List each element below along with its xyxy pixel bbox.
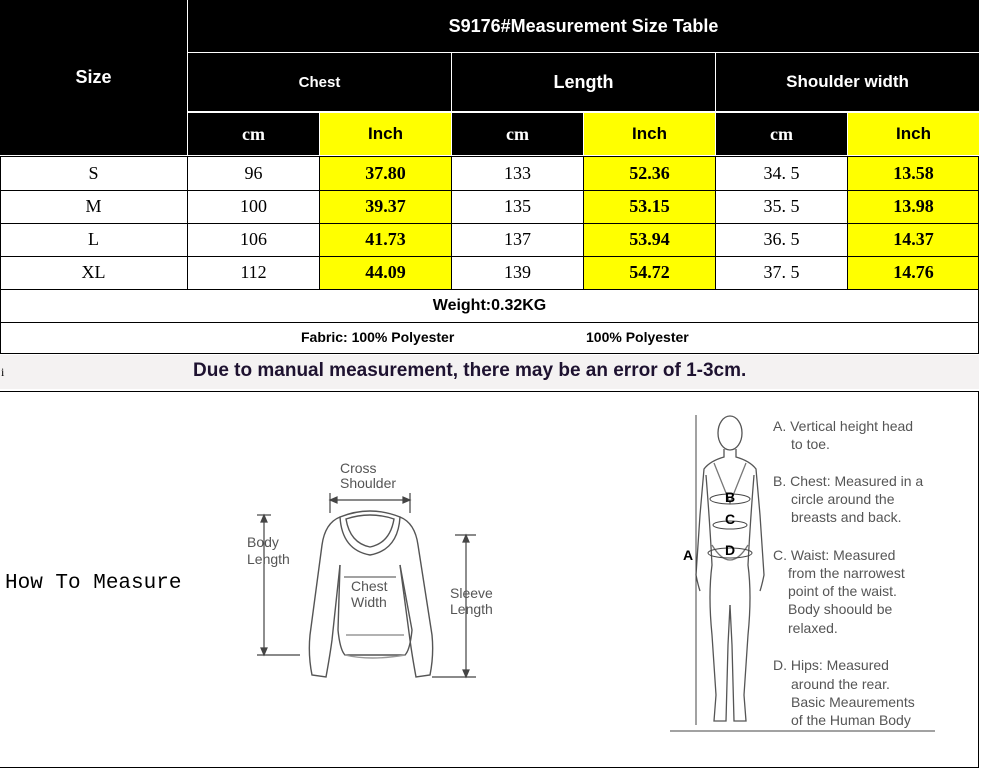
legend-c: C. Waist: Measured (773, 547, 896, 563)
legend-c: from the narrowest (788, 565, 905, 581)
cross-shoulder-label: Cross (340, 460, 377, 476)
legend-b: circle around the (791, 491, 895, 507)
table-cell: 41.73 (365, 229, 406, 249)
cross-shoulder-label: Shoulder (340, 475, 397, 491)
grid-line (0, 156, 979, 157)
grid-line (0, 353, 979, 354)
grid-line (583, 156, 584, 289)
group-shoulder-label: Shoulder width (786, 72, 909, 91)
fabric-left-text: Fabric: 100% Polyester (301, 329, 455, 345)
legend-a: to toe. (791, 436, 830, 452)
chest-width-label: Chest (351, 578, 388, 594)
group-chest-header (188, 53, 451, 111)
size-cell: L (88, 229, 99, 249)
legend-d: D. Hips: Measured (773, 657, 889, 673)
legend-c: Body shoould be (788, 601, 893, 617)
table-cell: 53.94 (629, 229, 670, 249)
unit-cm-shoulder (716, 113, 847, 155)
grid-line (715, 156, 716, 289)
weight-row (0, 289, 979, 322)
table-cell: 112 (240, 262, 267, 282)
table-cell: 14.37 (893, 229, 934, 249)
unit-label: Inch (896, 124, 931, 143)
notice-mark: i (1, 365, 5, 379)
fabric-row (0, 323, 979, 353)
table-cell: 35. 5 (763, 196, 800, 216)
legend-d: Basic Meaurements (791, 694, 915, 710)
grid-line (319, 156, 320, 289)
table-cell: 39.37 (365, 196, 406, 216)
grid-line (0, 223, 979, 224)
table-cell: 54.72 (629, 262, 670, 282)
legend-c: relaxed. (788, 620, 838, 636)
grid-line (0, 156, 1, 289)
group-length-header (452, 53, 715, 111)
size-header (0, 0, 187, 155)
grid-line (187, 156, 188, 289)
unit-inch-length (584, 113, 715, 155)
legend-b: breasts and back. (791, 509, 902, 525)
legend-b: B. Chest: Measured in a (773, 473, 924, 489)
cross-shoulder-arrow (330, 493, 410, 513)
table-cell: 13.98 (893, 196, 934, 216)
body-length-label: Length (247, 551, 290, 567)
weight-text: Weight:0.32KG (432, 296, 547, 314)
unit-inch-chest (320, 113, 451, 155)
unit-label: cm (242, 123, 265, 144)
table-cell: 100 (240, 196, 267, 216)
body-diagram (670, 405, 970, 740)
size-cell: M (85, 196, 102, 216)
table-title-text: S9176#Measurement Size Table (448, 15, 719, 36)
table-cell: 14.76 (893, 262, 934, 282)
unit-label: Inch (368, 124, 403, 143)
group-length-label: Length (553, 71, 614, 92)
table-title (188, 0, 979, 52)
table-cell: 37.80 (365, 163, 406, 183)
unit-label: cm (770, 123, 793, 144)
table-cell: 52.36 (629, 163, 670, 183)
grid-line (0, 256, 979, 257)
table-cell: 13.58 (893, 163, 934, 183)
grid-line (847, 156, 848, 289)
size-header-label: Size (75, 67, 112, 87)
table-cell: 137 (504, 229, 531, 249)
legend-d: of the Human Body (791, 712, 911, 728)
measure-legend (773, 418, 923, 728)
unit-cm-chest (188, 113, 319, 155)
table-cell: 36. 5 (763, 229, 800, 249)
sleeve-length-label: Length (450, 601, 493, 617)
notice-row (0, 355, 979, 389)
grid-line (978, 156, 979, 289)
table-cell: 133 (504, 163, 531, 183)
group-chest-label: Chest (298, 73, 341, 91)
size-cell: XL (81, 262, 106, 282)
table-cell: 44.09 (365, 262, 406, 282)
table-cell: 34. 5 (763, 163, 800, 183)
table-cell: 106 (240, 229, 267, 249)
body-length-label: Body (247, 534, 279, 550)
table-cell: 139 (504, 262, 531, 282)
unit-label: cm (506, 123, 529, 144)
grid-line (978, 392, 979, 768)
unit-inch-shoulder (848, 113, 979, 155)
table-cell: 53.15 (629, 196, 670, 216)
marker-b: B (725, 489, 736, 505)
notice-text: Due to manual measurement, there may be an error of 1-3cm. (193, 360, 747, 381)
grid-line (0, 190, 979, 191)
legend-a: A. Vertical height head (773, 418, 914, 434)
table-cell: 37. 5 (763, 262, 800, 282)
sleeve-length-label: Sleeve (450, 585, 493, 601)
legend-c: point of the waist. (788, 583, 897, 599)
legend-d: around the rear. (791, 676, 890, 692)
marker-d: D (725, 542, 736, 558)
grid-line (451, 156, 452, 289)
unit-cm-length (452, 113, 583, 155)
group-shoulder-header (716, 53, 979, 111)
table-cell: 96 (244, 163, 263, 183)
marker-a: A (683, 547, 694, 563)
marker-c: C (725, 511, 736, 527)
table-cell: 135 (504, 196, 531, 216)
unit-label: Inch (632, 124, 667, 143)
how-to-measure-label: How To Measure (5, 572, 182, 595)
size-cell: S (88, 163, 99, 183)
fabric-right-text: 100% Polyester (586, 329, 689, 345)
human-body-icon (696, 416, 764, 721)
shirt-diagram (240, 455, 510, 685)
chest-width-label: Width (351, 594, 387, 610)
